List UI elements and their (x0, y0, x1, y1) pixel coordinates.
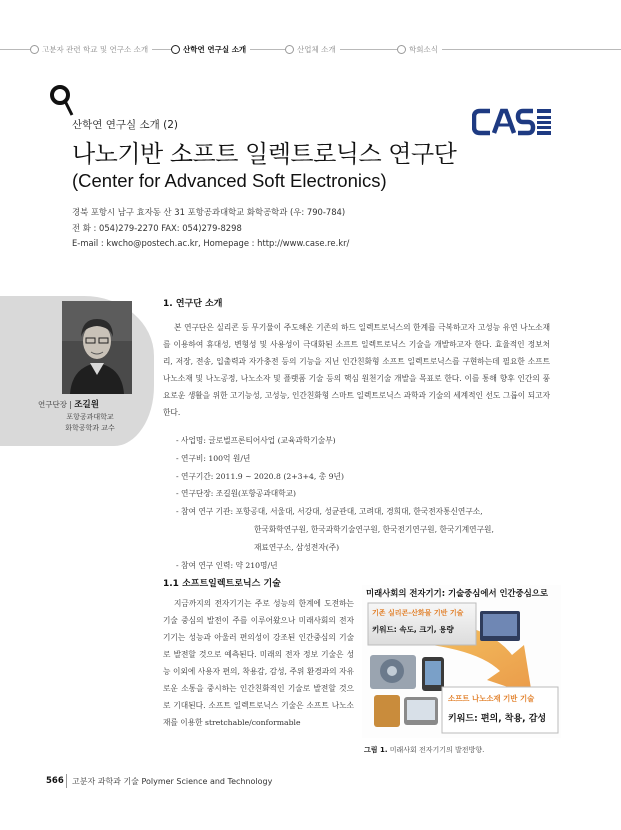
address-line: 경북 포항시 남구 효자동 산 31 포항공과대학교 화학공학과 (우: 790-784) (72, 207, 346, 217)
subsection-heading: 1.1 소프트일렉트로닉스 기술 (163, 579, 281, 589)
journal-name: 고분자 과학과 기술 Polymer Science and Technology (72, 777, 273, 786)
project-facts (176, 432, 494, 574)
figure-caption-text: 미래사회 전자기기의 발전방향. (389, 746, 485, 754)
intro-paragraph: 본 연구단은 실리콘 등 무기물이 주도해온 기존의 하드 일렉트로닉스의 한계를 극복하고자 고성능 유연 나노소재를 이용하여 휴대성, 변형성 및 사용성이 극대화된 소프트 일렉트로닉스 기술을 개발하고자 한다. 효율적인 정보처리, 저장, 전송, 입출력과 자가충전 등의 기능을 지닌 인간친화형 소프트 일렉트로닉스를 구현하는데 필요한 소프트 나노소재 및 나노공정, 나노소자 및 플랫폼 기술 등의 핵심 원천기술 개발을 목표로 한다. 이를 통해 향후 인간의 풍요로운 생활을 위한 고기능성, 고성능, 인간친화형 스마트 일렉트로닉스 과학과 기술의 세계적인 선도 그룹이 되고자 한다. (163, 323, 550, 417)
footer-divider (66, 774, 67, 788)
figure-future-electronics (362, 585, 561, 738)
contact-info (72, 205, 349, 252)
fact-researchers: - 참여 연구 인력: 약 210명/년 (176, 560, 278, 570)
subsection-paragraph: 지금까지의 전자기기는 주로 성능의 한계에 도전하는 기술 중심의 발전이 주를 이루어왔으나 미래사회의 전자기기는 성능과 아울러 편의성이 강조된 인간중심의 기술로 발전할 것으로 예측된다. 미래의 전자 정보 기술은 성능 이외에 사용자 편의, 착용감, 감성, 주위 환경과의 자유로운 소통을 중시하는 인간친화적인 기술로 발전할 것으로 기대된다. 소프트 일렉트로닉스 기술은 소프트 나노소재를 이용한 stretchable/conformable (163, 599, 354, 727)
device-image (374, 695, 400, 727)
director-affiliation (62, 412, 118, 433)
director-caption-prefix: 연구단장 | (38, 400, 72, 409)
fact-institutions: - 참여 연구 기관: 포항공대, 서울대, 서강대, 성균관대, 고려대, 경희대, 한국전자통신연구소, (176, 507, 483, 517)
nav-item-label: 학회소식 (409, 44, 438, 54)
figure-caption-label: 그림 1. (364, 746, 388, 754)
section-heading: 1. 연구단 소개 (163, 299, 223, 309)
magnifier-icon (48, 84, 76, 120)
legacy-tech-keywords: 키워드: 속도, 크기, 용량 (372, 625, 454, 634)
page-number: 566 (46, 776, 64, 786)
fact-program: - 사업명: 글로벌프론티어사업 (교육과학기술부) (176, 436, 336, 445)
nav-bullet-icon (171, 45, 180, 54)
director-name: 조길원 (74, 400, 99, 410)
nav-bullet-icon (285, 45, 294, 54)
soft-tech-keywords: 키워드: 편의, 착용, 감성 (448, 714, 547, 724)
legacy-tech-title: 기존 실리콘-산화물 기반 기술 (372, 609, 464, 617)
fact-institutions-cont: 한국화학연구원, 한국과학기술연구원, 한국전기연구원, 한국기계연구원, (254, 524, 494, 534)
email-homepage-line: E-mail : kwcho@postech.ac.kr, Homepage : http://www.case.re.kr/ (72, 238, 350, 248)
affiliation-line: 포항공과대학교 (66, 413, 114, 421)
section-subtitle: 산학연 연구실 소개 (2) (72, 119, 179, 131)
nav-item-industry[interactable] (285, 41, 340, 57)
figure-caption (364, 745, 484, 755)
nav-item-labs[interactable] (171, 41, 250, 57)
fact-director: - 연구단장: 조길원(포항공과대학교) (176, 489, 297, 499)
nav-item-label: 산업체 소개 (297, 44, 336, 54)
fact-institutions-cont: 재료연구소, 삼성전자(주) (254, 542, 340, 552)
page-title-english: (Center for Advanced Soft Electronics) (72, 170, 387, 191)
director-caption (38, 398, 99, 410)
nav-item-schools[interactable] (30, 41, 152, 57)
case-logo (472, 106, 552, 138)
figure-title: 미래사회의 전자기기: 기술중심에서 인간중심으로 (366, 588, 548, 598)
fact-budget: - 연구비: 100억 원/년 (176, 453, 251, 463)
director-portrait (62, 301, 132, 394)
phone-fax-line: 전 화 : 054)279-2270 FAX: 054)279-8298 (72, 222, 242, 233)
nav-item-label: 산학연 연구실 소개 (183, 44, 247, 54)
nav-item-society-news[interactable] (397, 41, 442, 57)
top-navigation (0, 38, 621, 62)
soft-tech-title: 소프트 나노소재 기반 기술 (448, 694, 535, 703)
fact-period: - 연구기간: 2011.9 ~ 2020.8 (2+3+4, 총 9년) (176, 471, 344, 481)
nav-item-label: 고분자 관련 학교 및 연구소 소개 (42, 44, 149, 54)
nav-bullet-icon (397, 45, 406, 54)
page-title: 나노기반 소프트 일렉트로닉스 연구단 (72, 140, 457, 168)
affiliation-line: 화학공학과 교수 (65, 423, 115, 432)
nav-bullet-icon (30, 45, 39, 54)
